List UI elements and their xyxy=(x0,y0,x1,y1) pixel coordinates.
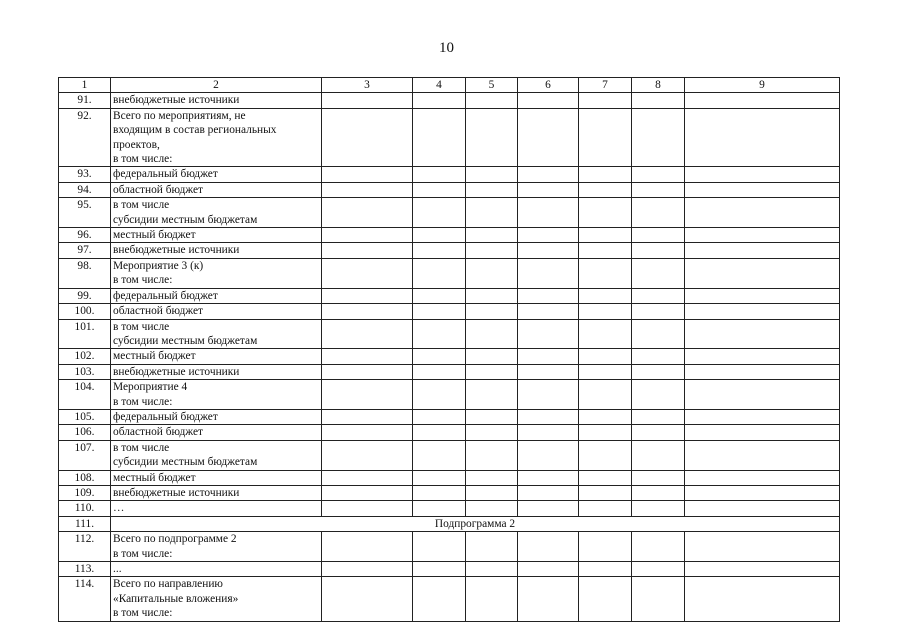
empty-cell xyxy=(322,108,413,167)
row-description xyxy=(111,562,322,577)
empty-cell xyxy=(322,228,413,243)
table-row xyxy=(59,228,840,243)
empty-cell xyxy=(685,409,840,424)
empty-cell xyxy=(685,532,840,562)
empty-cell xyxy=(685,470,840,485)
empty-cell xyxy=(685,562,840,577)
row-description xyxy=(111,319,322,349)
budget-table xyxy=(58,77,840,622)
empty-cell xyxy=(466,532,518,562)
empty-cell xyxy=(322,470,413,485)
empty-cell xyxy=(322,380,413,410)
empty-cell xyxy=(579,485,632,500)
row-description xyxy=(111,258,322,288)
row-description xyxy=(111,182,322,197)
table-body xyxy=(59,93,840,621)
empty-cell xyxy=(322,425,413,440)
row-description xyxy=(111,532,322,562)
empty-cell xyxy=(413,409,466,424)
empty-cell xyxy=(413,577,466,621)
column-header: 6 xyxy=(518,78,579,93)
column-header: 5 xyxy=(466,78,518,93)
row-number: 108. xyxy=(59,470,111,485)
row-number: 100. xyxy=(59,304,111,319)
empty-cell xyxy=(579,349,632,364)
empty-cell xyxy=(466,409,518,424)
table-row xyxy=(59,501,840,516)
row-number: 106. xyxy=(59,425,111,440)
empty-cell xyxy=(579,577,632,621)
column-header: 1 xyxy=(59,78,111,93)
description-line: областной бюджет xyxy=(113,183,203,196)
empty-cell xyxy=(322,440,413,470)
empty-cell xyxy=(632,364,685,379)
row-description xyxy=(111,228,322,243)
empty-cell xyxy=(413,470,466,485)
empty-cell xyxy=(632,409,685,424)
empty-cell xyxy=(685,288,840,303)
row-description xyxy=(111,93,322,108)
header-row xyxy=(59,78,840,93)
row-description xyxy=(111,440,322,470)
row-number: 97. xyxy=(59,243,111,258)
empty-cell xyxy=(632,425,685,440)
empty-cell xyxy=(518,93,579,108)
empty-cell xyxy=(466,182,518,197)
empty-cell xyxy=(632,93,685,108)
row-description xyxy=(111,380,322,410)
table-row xyxy=(59,93,840,108)
description-line: внебюджетные источники xyxy=(113,94,240,107)
table-row xyxy=(59,349,840,364)
empty-cell xyxy=(413,228,466,243)
empty-cell xyxy=(518,167,579,182)
empty-cell xyxy=(466,440,518,470)
empty-cell xyxy=(579,562,632,577)
empty-cell xyxy=(518,228,579,243)
empty-cell xyxy=(518,198,579,228)
description-line: внебюджетные источники xyxy=(113,365,240,378)
description-line: федеральный бюджет xyxy=(113,289,218,302)
row-description xyxy=(111,243,322,258)
empty-cell xyxy=(579,243,632,258)
empty-cell xyxy=(518,182,579,197)
empty-cell xyxy=(632,470,685,485)
empty-cell xyxy=(518,364,579,379)
table-row xyxy=(59,258,840,288)
row-number: 114. xyxy=(59,577,111,621)
empty-cell xyxy=(413,304,466,319)
empty-cell xyxy=(579,425,632,440)
empty-cell xyxy=(579,470,632,485)
row-description xyxy=(111,198,322,228)
empty-cell xyxy=(413,198,466,228)
table-row xyxy=(59,288,840,303)
empty-cell xyxy=(466,501,518,516)
empty-cell xyxy=(579,198,632,228)
description-line: … xyxy=(113,502,125,515)
empty-cell xyxy=(632,182,685,197)
page-number: 10 xyxy=(439,40,454,56)
empty-cell xyxy=(518,288,579,303)
empty-cell xyxy=(322,349,413,364)
empty-cell xyxy=(579,364,632,379)
row-number: 103. xyxy=(59,364,111,379)
description-line: Мероприятие 3 (к) xyxy=(113,259,204,272)
empty-cell xyxy=(466,108,518,167)
empty-cell xyxy=(632,501,685,516)
empty-cell xyxy=(579,93,632,108)
empty-cell xyxy=(685,258,840,288)
table-row xyxy=(59,243,840,258)
empty-cell xyxy=(632,304,685,319)
empty-cell xyxy=(518,304,579,319)
empty-cell xyxy=(518,562,579,577)
empty-cell xyxy=(518,577,579,621)
empty-cell xyxy=(632,485,685,500)
row-number: 101. xyxy=(59,319,111,349)
empty-cell xyxy=(518,349,579,364)
description-line: в том числе: xyxy=(113,274,173,287)
empty-cell xyxy=(579,319,632,349)
empty-cell xyxy=(518,108,579,167)
table-row xyxy=(59,319,840,349)
empty-cell xyxy=(632,167,685,182)
row-description xyxy=(111,577,322,621)
column-header: 8 xyxy=(632,78,685,93)
description-line: областной бюджет xyxy=(113,426,203,439)
empty-cell xyxy=(413,243,466,258)
empty-cell xyxy=(685,440,840,470)
empty-cell xyxy=(579,440,632,470)
description-line: Всего по мероприятиям, не xyxy=(113,109,246,122)
empty-cell xyxy=(632,288,685,303)
empty-cell xyxy=(579,532,632,562)
row-description xyxy=(111,409,322,424)
empty-cell xyxy=(685,182,840,197)
row-number: 111. xyxy=(59,516,111,531)
column-header: 4 xyxy=(413,78,466,93)
column-header: 9 xyxy=(685,78,840,93)
row-description xyxy=(111,349,322,364)
description-line: в том числе: xyxy=(113,395,173,408)
empty-cell xyxy=(413,319,466,349)
column-header: 2 xyxy=(111,78,322,93)
empty-cell xyxy=(413,349,466,364)
row-number: 110. xyxy=(59,501,111,516)
row-number: 99. xyxy=(59,288,111,303)
empty-cell xyxy=(322,288,413,303)
table-row xyxy=(59,167,840,182)
row-number: 94. xyxy=(59,182,111,197)
empty-cell xyxy=(685,167,840,182)
empty-cell xyxy=(518,532,579,562)
table-row xyxy=(59,108,840,167)
empty-cell xyxy=(632,198,685,228)
empty-cell xyxy=(466,93,518,108)
empty-cell xyxy=(413,425,466,440)
empty-cell xyxy=(413,167,466,182)
row-description xyxy=(111,304,322,319)
empty-cell xyxy=(632,577,685,621)
table-row xyxy=(59,532,840,562)
empty-cell xyxy=(413,532,466,562)
empty-cell xyxy=(685,304,840,319)
description-line: местный бюджет xyxy=(113,229,196,242)
empty-cell xyxy=(518,243,579,258)
empty-cell xyxy=(632,319,685,349)
empty-cell xyxy=(413,93,466,108)
empty-cell xyxy=(413,485,466,500)
empty-cell xyxy=(322,532,413,562)
empty-cell xyxy=(322,485,413,500)
empty-cell xyxy=(518,470,579,485)
empty-cell xyxy=(413,380,466,410)
column-header: 3 xyxy=(322,78,413,93)
empty-cell xyxy=(466,258,518,288)
description-line: в том числе: xyxy=(113,547,173,560)
description-line: субсидии местным бюджетам xyxy=(113,334,258,347)
empty-cell xyxy=(632,349,685,364)
empty-cell xyxy=(685,198,840,228)
empty-cell xyxy=(685,243,840,258)
row-description xyxy=(111,470,322,485)
empty-cell xyxy=(632,228,685,243)
empty-cell xyxy=(579,501,632,516)
empty-cell xyxy=(518,380,579,410)
empty-cell xyxy=(685,577,840,621)
row-number: 109. xyxy=(59,485,111,500)
empty-cell xyxy=(413,108,466,167)
table-row xyxy=(59,304,840,319)
empty-cell xyxy=(518,319,579,349)
empty-cell xyxy=(466,562,518,577)
table-row xyxy=(59,562,840,577)
empty-cell xyxy=(466,470,518,485)
row-number: 91. xyxy=(59,93,111,108)
table-row xyxy=(59,409,840,424)
empty-cell xyxy=(322,577,413,621)
row-number: 98. xyxy=(59,258,111,288)
row-number: 104. xyxy=(59,380,111,410)
empty-cell xyxy=(579,167,632,182)
row-number: 93. xyxy=(59,167,111,182)
table-row xyxy=(59,470,840,485)
empty-cell xyxy=(413,562,466,577)
empty-cell xyxy=(322,258,413,288)
description-line: в том числе xyxy=(113,441,170,454)
empty-cell xyxy=(685,425,840,440)
empty-cell xyxy=(466,380,518,410)
description-line: федеральный бюджет xyxy=(113,168,218,181)
empty-cell xyxy=(518,409,579,424)
row-number: 95. xyxy=(59,198,111,228)
row-description xyxy=(111,364,322,379)
empty-cell xyxy=(466,349,518,364)
table-row xyxy=(59,364,840,379)
row-description xyxy=(111,288,322,303)
table-row xyxy=(59,485,840,500)
empty-cell xyxy=(466,485,518,500)
empty-cell xyxy=(685,501,840,516)
empty-cell xyxy=(413,288,466,303)
empty-cell xyxy=(322,409,413,424)
empty-cell xyxy=(579,304,632,319)
table-row xyxy=(59,577,840,621)
empty-cell xyxy=(322,319,413,349)
empty-cell xyxy=(518,425,579,440)
row-number: 107. xyxy=(59,440,111,470)
description-line: в том числе: xyxy=(113,607,173,620)
empty-cell xyxy=(322,243,413,258)
description-line: в том числе xyxy=(113,320,170,333)
empty-cell xyxy=(466,425,518,440)
description-line: проектов, xyxy=(113,138,160,151)
empty-cell xyxy=(518,440,579,470)
empty-cell xyxy=(322,304,413,319)
row-number: 113. xyxy=(59,562,111,577)
empty-cell xyxy=(518,258,579,288)
empty-cell xyxy=(322,562,413,577)
empty-cell xyxy=(322,501,413,516)
empty-cell xyxy=(518,501,579,516)
empty-cell xyxy=(466,364,518,379)
empty-cell xyxy=(322,364,413,379)
empty-cell xyxy=(632,380,685,410)
description-line: внебюджетные источники xyxy=(113,244,240,257)
empty-cell xyxy=(632,532,685,562)
empty-cell xyxy=(685,108,840,167)
row-description xyxy=(111,167,322,182)
table-row xyxy=(59,380,840,410)
table-row xyxy=(59,198,840,228)
row-description xyxy=(111,485,322,500)
description-line: Мероприятие 4 xyxy=(113,381,188,394)
table-row xyxy=(59,440,840,470)
description-line: в том числе xyxy=(113,199,170,212)
empty-cell xyxy=(685,228,840,243)
row-description xyxy=(111,501,322,516)
empty-cell xyxy=(685,93,840,108)
empty-cell xyxy=(322,93,413,108)
empty-cell xyxy=(518,485,579,500)
empty-cell xyxy=(685,364,840,379)
row-description xyxy=(111,108,322,167)
empty-cell xyxy=(466,228,518,243)
row-number: 112. xyxy=(59,532,111,562)
empty-cell xyxy=(579,288,632,303)
empty-cell xyxy=(579,228,632,243)
empty-cell xyxy=(632,243,685,258)
description-line: субсидии местным бюджетам xyxy=(113,456,258,469)
empty-cell xyxy=(322,167,413,182)
empty-cell xyxy=(579,380,632,410)
row-description xyxy=(111,425,322,440)
description-line: Всего по подпрограмме 2 xyxy=(113,533,237,546)
empty-cell xyxy=(466,198,518,228)
row-number: 105. xyxy=(59,409,111,424)
empty-cell xyxy=(413,258,466,288)
empty-cell xyxy=(413,501,466,516)
empty-cell xyxy=(413,364,466,379)
empty-cell xyxy=(466,304,518,319)
empty-cell xyxy=(466,577,518,621)
empty-cell xyxy=(632,108,685,167)
description-line: федеральный бюджет xyxy=(113,410,218,423)
description-line: входящим в состав региональных xyxy=(113,124,277,137)
empty-cell xyxy=(466,319,518,349)
empty-cell xyxy=(685,380,840,410)
row-number: 102. xyxy=(59,349,111,364)
section-title: Подпрограмма 2 xyxy=(111,516,840,531)
empty-cell xyxy=(632,258,685,288)
empty-cell xyxy=(413,440,466,470)
description-line: ... xyxy=(113,563,122,575)
empty-cell xyxy=(579,409,632,424)
empty-cell xyxy=(632,562,685,577)
empty-cell xyxy=(685,485,840,500)
description-line: «Капитальные вложения» xyxy=(113,592,239,605)
empty-cell xyxy=(632,440,685,470)
empty-cell xyxy=(579,258,632,288)
empty-cell xyxy=(322,198,413,228)
description-line: областной бюджет xyxy=(113,305,203,318)
row-number: 96. xyxy=(59,228,111,243)
description-line: местный бюджет xyxy=(113,471,196,484)
table-row xyxy=(59,425,840,440)
description-line: Всего по направлению xyxy=(113,578,223,591)
empty-cell xyxy=(322,182,413,197)
empty-cell xyxy=(466,167,518,182)
description-line: местный бюджет xyxy=(113,350,196,363)
description-line: внебюджетные источники xyxy=(113,486,240,499)
description-line: в том числе: xyxy=(113,153,173,166)
row-number: 92. xyxy=(59,108,111,167)
column-header: 7 xyxy=(579,78,632,93)
empty-cell xyxy=(685,319,840,349)
empty-cell xyxy=(579,182,632,197)
table-row xyxy=(59,516,840,531)
empty-cell xyxy=(466,243,518,258)
table-row xyxy=(59,182,840,197)
description-line: субсидии местным бюджетам xyxy=(113,213,258,226)
empty-cell xyxy=(685,349,840,364)
empty-cell xyxy=(466,288,518,303)
empty-cell xyxy=(579,108,632,167)
empty-cell xyxy=(413,182,466,197)
